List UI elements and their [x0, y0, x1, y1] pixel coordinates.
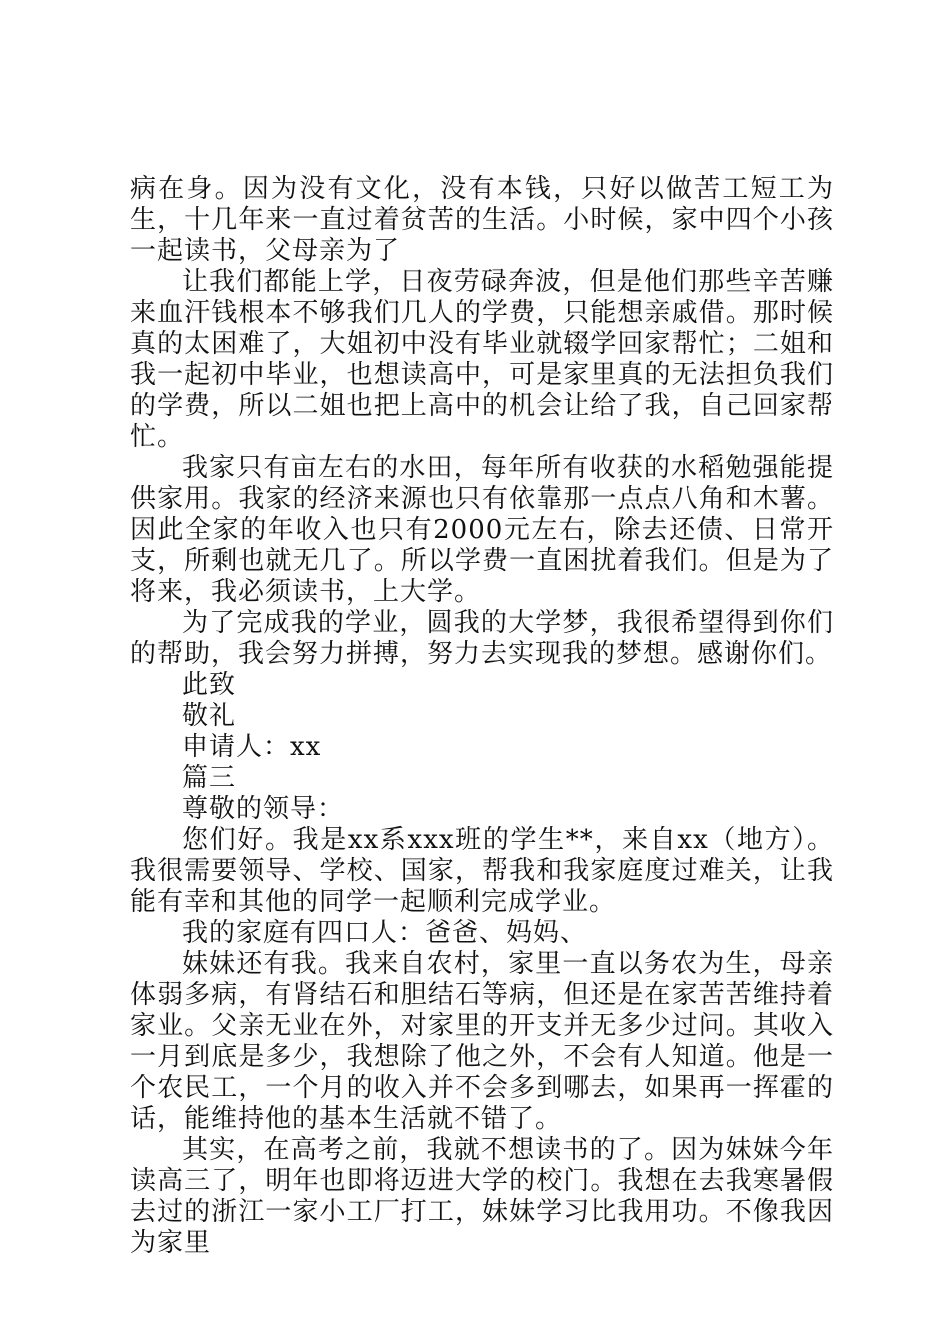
paragraph-6: 我的家庭有四口人：爸爸、妈妈、: [182, 918, 588, 948]
paragraph-4: 为了完成我的学业，圆我的大学梦，我很希望得到你们的帮助，我会努力拼搏，努力去实现我的梦想。感谢你们。: [130, 608, 834, 669]
applicant-signature: 申请人：xx: [182, 732, 322, 762]
paragraph-1: 病在身。因为没有文化，没有本钱，只好以做苦工短工为生，十几年来一直过着贫苦的生活。小时候，家中四个小孩一起读书，父母亲为了: [130, 174, 834, 266]
closing-salutation: 此致: [182, 670, 237, 700]
paragraph-5: 您们好。我是xx系xxx班的学生**，来自xx（地方）。我很需要领导、学校、国家，帮我和我家庭度过难关，让我能有幸和其他的同学一起顺利完成学业。: [130, 825, 834, 917]
paragraph-3: 我家只有亩左右的水田，每年所有收获的水稻勉强能提供家用。我家的经济来源也只有依靠那一点点八角和木薯。因此全家的年收入也只有2000元左右，除去还债、日常开支，所剩也就无几了。所以学费一直困扰着我们。但是为了将来，我必须读书，上大学。: [130, 453, 834, 607]
document-body: [130, 174, 834, 1259]
paragraph-8: 其实，在高考之前，我就不想读书的了。因为妹妹今年读高三了，明年也即将迈进大学的校门。我想在去我寒暑假去过的浙江一家小工厂打工，妹妹学习比我用功。不像我因为家里: [130, 1135, 834, 1258]
paragraph-7: 妹妹还有我。我来自农村，家里一直以务农为生，母亲体弱多病，有肾结石和胆结石等病，但还是在家苦苦维持着家业。父亲无业在外，对家里的开支并无多少过问。其收入一月到底是多少，我想除了他之外，不会有人知道。他是一个农民工，一个月的收入并不会多到哪去，如果再一挥霍的话，能维持他的基本生活就不错了。: [130, 949, 834, 1134]
section-heading: 篇三: [182, 763, 237, 793]
paragraph-2: 让我们都能上学，日夜劳碌奔波，但是他们那些辛苦赚来血汗钱根本不够我们几人的学费，只能想亲戚借。那时候真的太困难了，大姐初中没有毕业就辍学回家帮忙；二姐和我一起初中毕业，也想读高中，可是家里真的无法担负我们的学费，所以二姐也把上高中的机会让给了我，自己回家帮忙。: [130, 267, 834, 452]
closing-regards: 敬礼: [182, 701, 237, 731]
letter-greeting: 尊敬的领导：: [182, 794, 345, 824]
